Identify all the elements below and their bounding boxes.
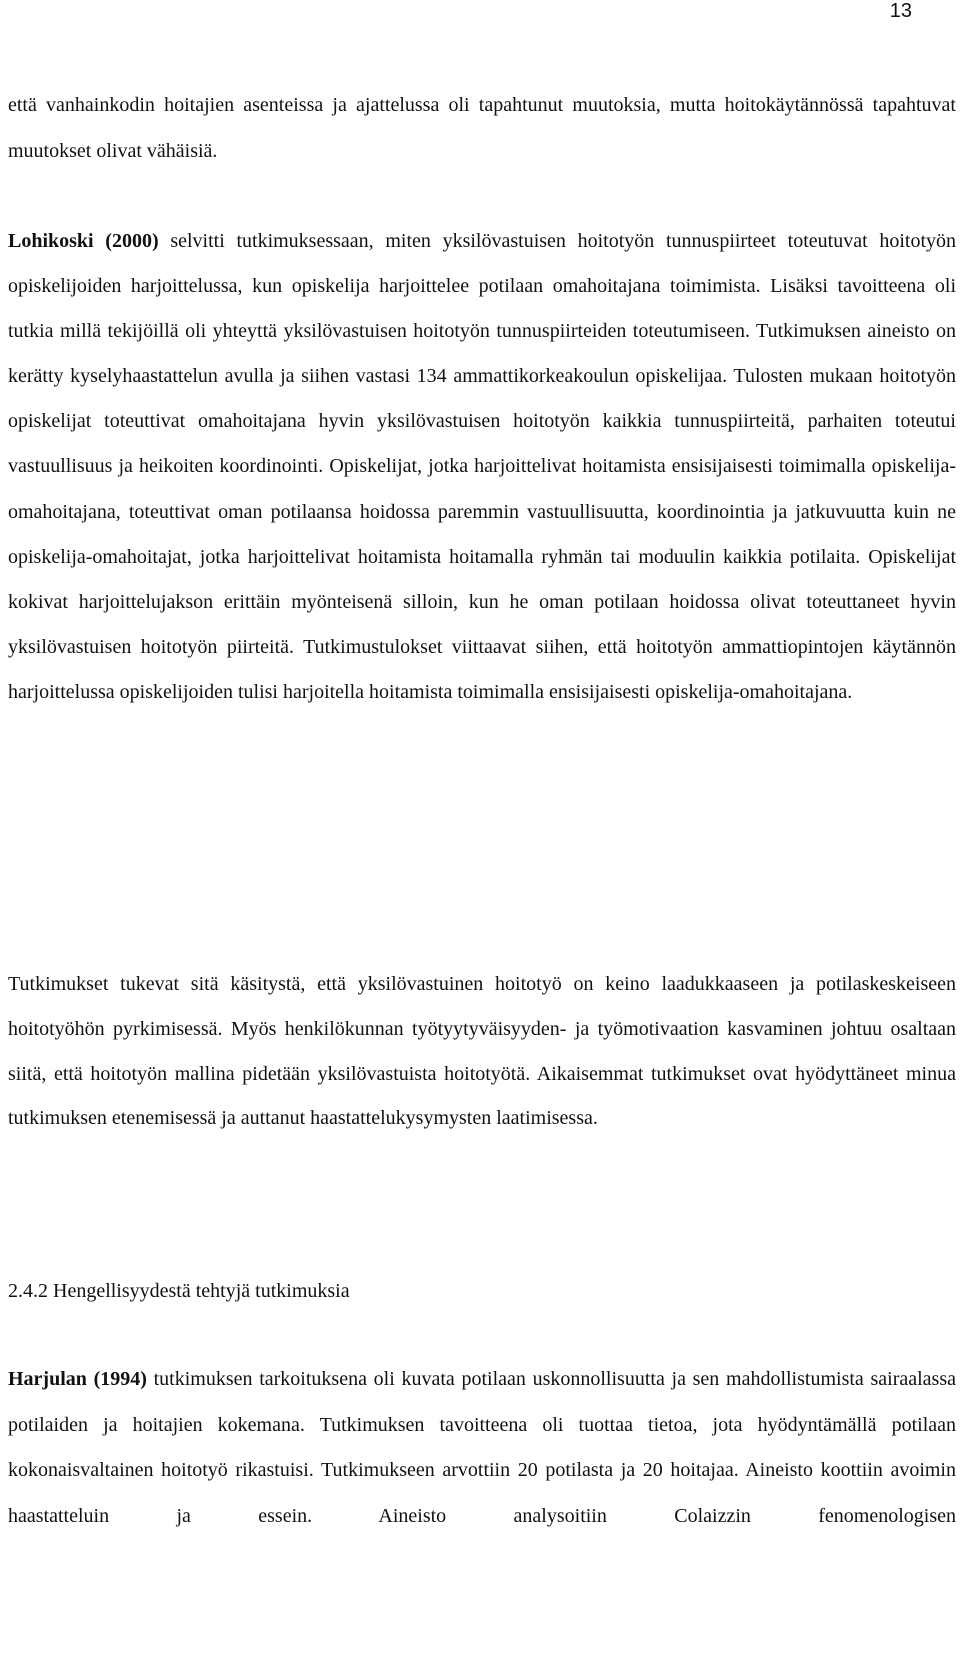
citation-lead: Lohikoski (2000) [8, 230, 159, 252]
paragraph-lohikoski [8, 219, 956, 715]
citation-lead: Harjulan (1994) [8, 1368, 147, 1390]
paragraph-text: selvitti tutkimuksessaan, miten yksilövastuisen hoitotyön tunnuspiirteet toteutuvat hoitotyön opiskelijoiden harjoittelussa, kun opiskelija harjoittelee potilaan omahoitajana toimimista. Lisäksi tavoitteena oli tutkia millä tekijöillä oli yhteyttä yksilövastuisen hoitotyön tunnuspiirteiden toteutumiseen. Tutkimuksen aineisto on kerätty kyselyhaastattelun avulla ja siihen vastasi 134 ammattikorkeakoulun opiskelijaa. Tulosten mukaan hoitotyön opiskelijat toteuttivat omahoitajana hyvin yksilövastuisen hoitotyön kaikkia tunnuspiirteitä, parhaiten toteutui vastuullisuus ja heikoiten koordinointi. Opiskelijat, jotka harjoittelivat hoitamista ensisijaisesti toimimalla opiskelija-omahoitajana, toteuttivat oman potilaansa hoidossa paremmin vastuullisuutta, koordinointia ja jatkuvuutta kuin ne opiskelija-omahoitajat, jotka harjoittelivat hoitamista hoitamalla ryhmän tai moduulin kaikkia potilaita. Opiskelijat kokivat harjoittelujakson erittäin myönteisenä silloin, kun he oman potilaan hoidossa olivat toteuttaneet hyvin yksilövastuisen hoitotyön piirteitä. Tutkimustulokset viittaavat siihen, että hoitotyön ammattiopintojen käytännön harjoittelussa opiskelijoiden tulisi harjoitella hoitamista toimimalla ensisijaisesti opiskelija-omahoitajana. [8, 230, 956, 703]
page-number: 13 [889, 0, 912, 22]
paragraph-text: tutkimuksen tarkoituksena oli kuvata potilaan uskonnollisuutta ja sen mahdollistumista sairaalassa potilaiden ja hoitajien kokemana. Tutkimuksen tavoitteena oli tuottaa tietoa, jota hyödyntämällä potilaan kokonaisvaltainen hoitotyö rikastuisi. Tutkimukseen arvottiin 20 potilasta ja 20 hoitajaa. Aineisto koottiin avoimin haastatteluin ja essein. Aineisto analysoitiin Colaizzin fenomenologisen [8, 1368, 956, 1527]
paragraph-continuation [8, 83, 956, 174]
section-heading: 2.4.2 Hengellisyydestä tehtyjä tutkimuksia [8, 1280, 350, 1302]
paragraph-text: Tutkimukset tukevat sitä käsitystä, että yksilövastuinen hoitotyö on keino laadukkaaseen ja potilaskeskeiseen hoitotyöhön pyrkimisessä. Myös henkilökunnan työtyytyväisyyden- ja työmotivaation kasvaminen johtuu osaltaan siitä, että hoitotyön mallina pidetään yksilövastuista hoitotyötä. Aikaisemmat tutkimukset ovat hyödyttäneet minua tutkimuksen etenemisessä ja auttanut haastattelukysymysten laatimisessa. [8, 973, 956, 1130]
paragraph-summary [8, 962, 956, 1141]
paragraph-text: että vanhainkodin hoitajien asenteissa ja ajattelussa oli tapahtunut muutoksia, mutta hoitokäytännössä tapahtuvat muutokset olivat vähäisiä. [8, 94, 956, 162]
paragraph-harjula [8, 1357, 956, 1539]
